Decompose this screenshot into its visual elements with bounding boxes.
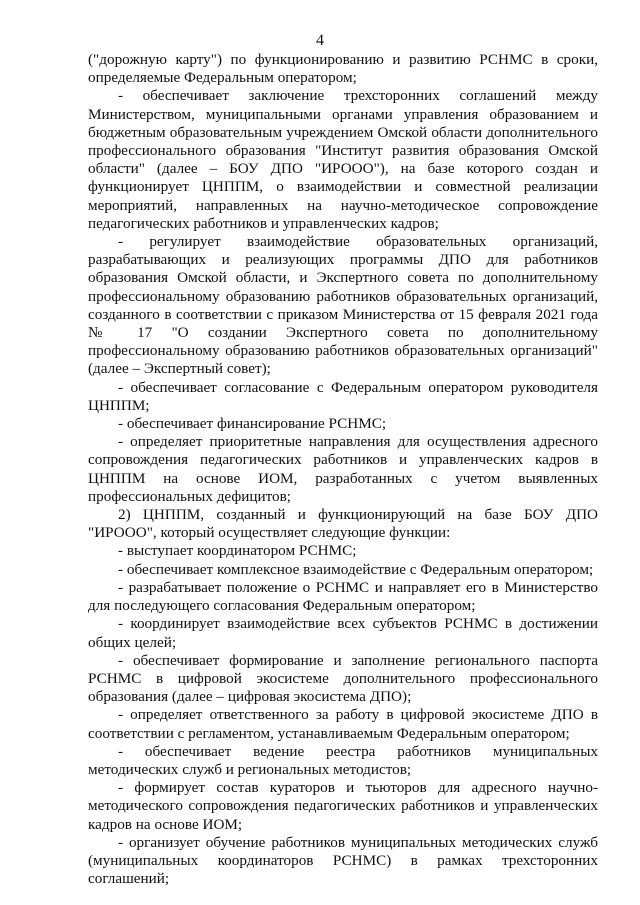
list-item: - обеспечивает ведение реестра работников муниципальных методических служб и региональных методистов; xyxy=(88,742,598,778)
list-item: - формирует состав кураторов и тьюторов для адресного научно-методического сопровождения педагогических работников и управленческих кадров на основе ИОМ; xyxy=(88,779,598,833)
page-number: 4 xyxy=(316,32,324,49)
list-item: - обеспечивает формирование и заполнение регионального паспорта РСНМС в цифровой экосистеме дополнительного профессионального образования (далее – цифровая экосистема ДПО); xyxy=(88,651,598,706)
list-item: - определяет приоритетные направления для осуществления адресного сопровождения педагогических работников и управленческих кадров в ЦНППМ на основе ИОМ, разработанных с учетом выявленных профессиональных дефицитов; xyxy=(88,433,598,505)
list-item: - обеспечивает заключение трехсторонних соглашений между Министерством, муниципальными органами управления образованием и бюджетным образовательным учреждением Омской области дополнительного профессионального образования "Институт развития образования Омской области" (далее – БОУ ДПО "ИРООО"), на базе которого создан и функционирует ЦНППМ, о взаимодействии и совместной реализации мероприятий, направленных на научно-методическое сопровождение педагогических работников и управленческих кадров; xyxy=(88,87,598,232)
list-item: - обеспечивает комплексное взаимодействие с Федеральным оператором; xyxy=(118,560,594,578)
section-heading-paragraph: 2) ЦНППМ, созданный и функционирующий на базе БОУ ДПО "ИРООО", который осуществляет следующие функции: xyxy=(88,506,598,542)
list-item: - выступает координатором РСНМС; xyxy=(118,542,357,560)
list-item: - регулирует взаимодействие образовательных организаций, разрабатывающих и реализующих программы ДПО для работников образования Омской области, и Экспертного совета по дополнительному профессиональному образованию работников образовательных организаций, созданного в соответствии с приказом Министерства от 15 февраля 2021 года № 17 "О создании Экспертного совета по дополнительному профессиональному образованию работников образовательных организаций" (далее – Экспертный совет); xyxy=(88,233,598,378)
paragraph: ("дорожную карту") по функционированию и развитию РСНМС в сроки, определяемые Федеральным оператором; xyxy=(88,51,598,87)
list-item: - определяет ответственного за работу в цифровой экосистеме ДПО в соответствии с регламентом, устанавливаемым Федеральным оператором; xyxy=(88,706,598,742)
list-item: - обеспечивает согласование с Федеральным оператором руководителя ЦНППМ; xyxy=(88,378,598,414)
document-body xyxy=(88,51,598,888)
list-item: - разрабатывает положение о РСНМС и направляет его в Министерство для последующего согласования Федеральным оператором; xyxy=(88,578,598,615)
list-item: - координирует взаимодействие всех субъектов РСНМС в достижении общих целей; xyxy=(88,615,598,651)
list-item: - обеспечивает финансирование РСНМС; xyxy=(118,415,387,433)
list-item: - организует обучение работников муниципальных методических служб (муниципальных координаторов РСНМС) в рамках трехсторонних соглашений; xyxy=(88,833,598,888)
